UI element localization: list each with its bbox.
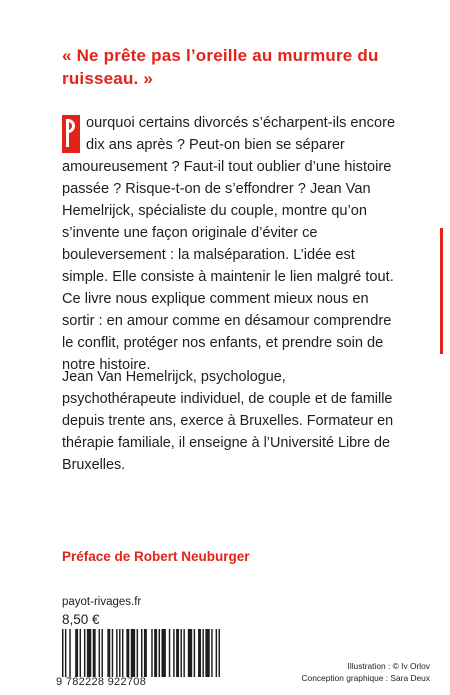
barcode-bar [107, 629, 110, 677]
credits-block [302, 660, 431, 684]
barcode-bar [116, 629, 117, 677]
barcode-bar [181, 629, 182, 677]
barcode-bar [202, 629, 203, 677]
barcode-bar [151, 629, 152, 677]
barcode-bar [93, 629, 96, 677]
barcode-bar [126, 629, 129, 677]
barcode-bar [112, 629, 113, 677]
barcode-bar [62, 629, 63, 677]
barcode-bar [99, 629, 100, 677]
barcode-bar [205, 629, 209, 677]
design-credit: Conception graphique : Sara Deux [301, 673, 430, 683]
barcode-bar [216, 629, 217, 677]
isbn-digits: 9 782228 922708 [56, 676, 147, 688]
barcode-bar [87, 629, 91, 677]
barcode-bar [211, 629, 212, 677]
barcode-bar [161, 629, 165, 677]
red-edge-rule [440, 228, 443, 354]
barcode-bar [183, 629, 184, 677]
barcode-bar [131, 629, 135, 677]
barcode-bar [198, 629, 201, 677]
barcode-bar [194, 629, 195, 677]
barcode-bar [169, 629, 170, 677]
barcode-bar [141, 629, 142, 677]
barcode-bar [154, 629, 157, 677]
barcode-bar [159, 629, 160, 677]
cover-quote: « Ne prête pas l’oreille au murmure du ruisseau. » [62, 46, 379, 88]
preface-credit: Préface de Robert Neuburger [62, 549, 250, 564]
barcode-bar [75, 629, 78, 677]
barcode-bar [176, 629, 179, 677]
dropcap-letter [62, 115, 80, 153]
price-label: 8,50 € [62, 612, 100, 627]
illustration-credit: Illustration : © Iv Orlov [347, 661, 430, 671]
barcode-bar [137, 629, 138, 677]
barcode-bar [84, 629, 85, 677]
barcode-bar [69, 629, 70, 677]
barcode-bar [119, 629, 120, 677]
barcode-bar [80, 629, 81, 677]
barcode-bar [122, 629, 123, 677]
barcode-bar [144, 629, 147, 677]
barcode-bar [102, 629, 103, 677]
isbn-barcode [62, 629, 220, 677]
author-bio: Jean Van Hemelrijck, psychologue, psychothérapeute individuel, de couple et de famille depuis trente ans, exerce à Bruxelles. Formateur en thérapie familiale, il enseigne à l’Université Libre de Bruxelles. [62, 369, 394, 473]
description-text: ourquoi certains divorcés s’écharpent-ils encore dix ans après ? Peut-on bien se séparer amoureusement ? Faut-il tout oublier d’une histoire passée ? Risque-t-on de s’effondrer ? Jean Van Hemelrijck, spécialiste du couple, montre qu’on s’invente une façon originale d’éviter ce bouleversement : la malséparation. L’idée est simple. Elle consiste à maintenir le lien malgré tout. Ce livre nous explique comment mieux nous en sortir : en amour comme en désamour comprendre le conflit, protéger nos enfants, et prendre soin de notre histoire. [62, 115, 396, 373]
barcode-bar [65, 629, 66, 677]
description-paragraph [62, 112, 402, 376]
barcode-bar [219, 629, 220, 677]
barcode-bar [188, 629, 192, 677]
publisher-website: payot-rivages.fr [62, 596, 142, 608]
barcode-bar [173, 629, 174, 677]
description-block [62, 112, 402, 376]
